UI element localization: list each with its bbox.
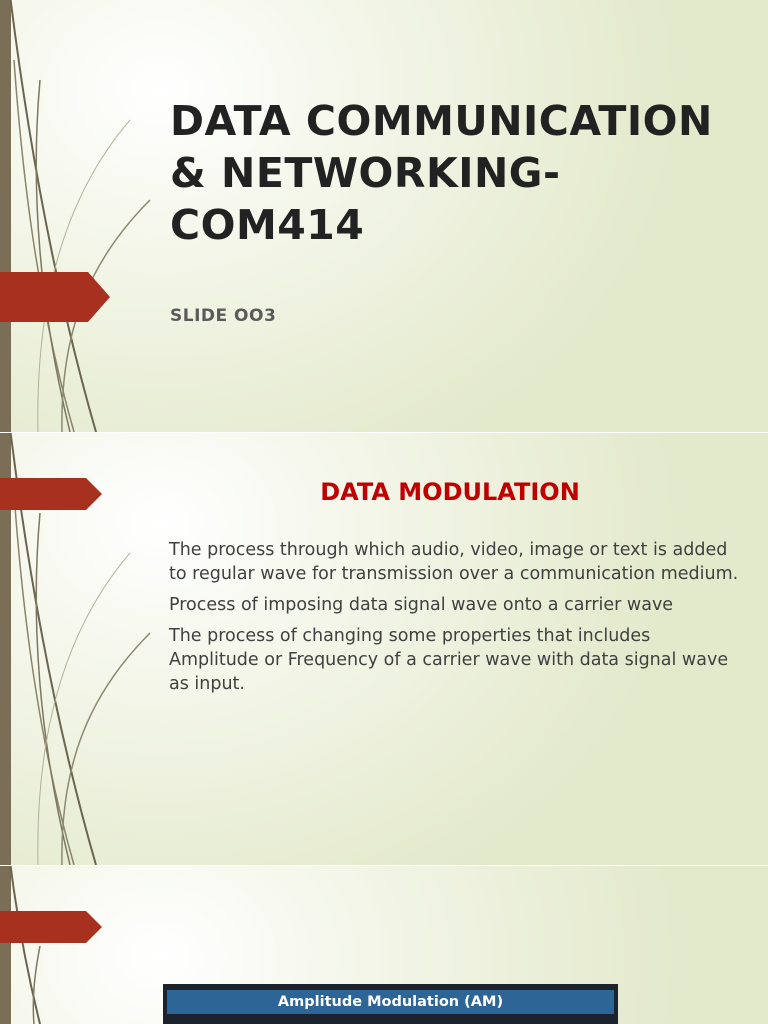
- presentation-title: DATA COMMUNICATION & NETWORKING-COM414: [170, 97, 713, 249]
- accent-arrow: [0, 272, 110, 322]
- modulation-diagram-image: [163, 984, 618, 1024]
- bullet-item: The process through which audio, video, image or text is added to regular wave for transmission over a communication medium.: [169, 540, 739, 584]
- accent-arrow: [0, 478, 102, 510]
- decorative-grass-lines: [0, 0, 160, 432]
- slide-1: [0, 0, 768, 432]
- decorative-grass-lines: [0, 866, 160, 1024]
- image-title-banner: [167, 990, 614, 1014]
- bullet-list: [169, 538, 739, 703]
- bullet-item: The process of changing some properties that includes Amplitude or Frequency of a carrier wave with data signal wave as input.: [169, 626, 729, 694]
- bullet-item: Process of imposing data signal wave onto a carrier wave: [169, 595, 674, 615]
- slide-subtitle: SLIDE OO3: [170, 306, 277, 326]
- image-caption: Amplitude Modulation (AM): [277, 994, 504, 1010]
- slide-heading: DATA MODULATION: [320, 478, 580, 506]
- accent-arrow: [0, 911, 102, 943]
